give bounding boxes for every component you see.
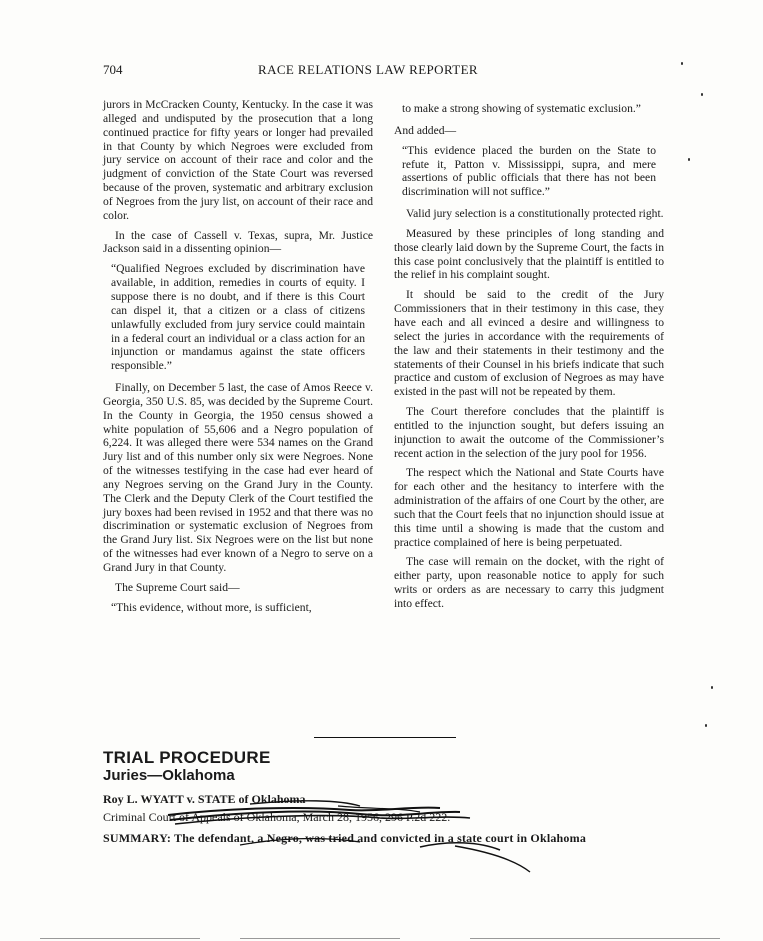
right-column bbox=[394, 98, 664, 617]
paragraph: Measured by these principles of long standing and those clearly laid down by the Supreme Court, the facts in this case point conclusively that the plaintiff is entitled to the relief in his complaint sought. bbox=[394, 226, 664, 282]
scan-speck bbox=[688, 158, 690, 161]
subsection-heading: Juries—Oklahoma bbox=[103, 767, 235, 784]
paragraph: The case will remain on the docket, with the right of either party, upon reasonable notice to apply for such writs or orders as are necessary to carry this judgment into effect. bbox=[394, 555, 664, 610]
page-number: 704 bbox=[103, 62, 123, 77]
block-quote: “This evidence placed the burden on the State to refute it, Patton v. Mississippi, supra, and mere assertions of public officials that there has not been discrimination will not suffice.” bbox=[402, 143, 656, 199]
paragraph: It should be said to the credit of the Jury Commissioners that in their testimony in this case, they have each and all evinced a desire and willingness to select the juries in accordance with the requirements of the law and their statements in their testimony and the statements of their Counsel in his briefs indicate that such practice and custom of exclusion of Negroes as may have existed in the past will not be repeated by them. bbox=[394, 288, 664, 399]
block-quote: “Qualified Negroes excluded by discrimination have available, in addition, remedies in courts of equity. I suppose there is no doubt, and if there is this Court can dispel it, that a citizen or a class of citizens unlawfully excluded from jury service could maintain in a federal court an individual or a class action for an injunction or mandamus against the state officers responsible.” bbox=[111, 262, 365, 373]
scan-speck bbox=[681, 62, 683, 65]
paragraph: In the case of Cassell v. Texas, supra, Mr. Justice Jackson said in a dissenting opinion— bbox=[103, 228, 373, 256]
section-heading: TRIAL PROCEDURE bbox=[103, 748, 271, 767]
case-name: Roy L. WYATT v. STATE of Oklahoma bbox=[103, 792, 306, 806]
paragraph: Finally, on December 5 last, the case of Amos Reece v. Georgia, 350 U.S. 85, was decided by the Supreme Court. In the County in Georgia, the 1950 census showed a white population of 55,606 and a Negro population of 6,224. It was alleged there were 534 names on the Grand Jury list and of this number only six were Negroes. None of the witnesses testifying in the case had ever heard of any Negroes serving on the Grand Jury in the County. The Clerk and the Deputy Clerk of the Court testified the jury boxes had been revised in 1952 and that there was no discrimination or systematic exclusion of Negroes from the Grand Jury list. Six Negroes were on the list but none of the witnesses had ever known of a Negro to serve on a Grand Jury in that County. bbox=[103, 381, 373, 574]
case-summary: SUMMARY: The defendant, a Negro, was tried and convicted in a state court in Oklahoma bbox=[103, 831, 587, 845]
paragraph: And added— bbox=[394, 123, 457, 137]
scan-edge bbox=[40, 938, 200, 939]
scan-speck bbox=[705, 724, 707, 727]
scan-speck bbox=[711, 686, 713, 689]
running-title: RACE RELATIONS LAW REPORTER bbox=[258, 62, 478, 77]
scan-edge bbox=[240, 938, 400, 939]
paragraph: Valid jury selection is a constitutionally protected right. bbox=[406, 207, 664, 221]
scan-edge bbox=[470, 938, 720, 939]
case-citation: Criminal Court of Appeals of Oklahoma, March 28, 1956, 296 P.2d 222. bbox=[103, 810, 451, 824]
paragraph: jurors in McCracken County, Kentucky. In the case it was alleged and undisputed by the prosecution that a long continued practice for fifty years or longer had prevailed in that County by which Negroes were excluded from jury service on account of their race and color and the judgment of conviction of the State Court was reversed because of the proven, systematic and arbitrary exclusion of Negroes from the jury list, on account of their race and color. bbox=[103, 98, 373, 222]
paragraph: The respect which the National and State Courts have for each other and the hesitancy to interfere with the administration of the affairs of one Court by the other, are such that the Court feels that no injunction should issue at this time until a showing is made that the custom and practice complained of here is being perpetuated. bbox=[394, 466, 664, 549]
scan-speck bbox=[701, 93, 703, 96]
paragraph: The Supreme Court said— bbox=[115, 580, 240, 594]
left-column bbox=[103, 98, 373, 623]
block-quote: to make a strong showing of systematic exclusion.” bbox=[402, 102, 641, 115]
paragraph: The Court therefore concludes that the plaintiff is entitled to the injunction sought, but defers issuing an injunction to await the outcome of the Commissioner’s recent action in the selection of the jury pool for 1956. bbox=[394, 405, 664, 460]
section-divider bbox=[314, 737, 456, 738]
block-quote: “This evidence, without more, is sufficient, bbox=[111, 600, 312, 614]
